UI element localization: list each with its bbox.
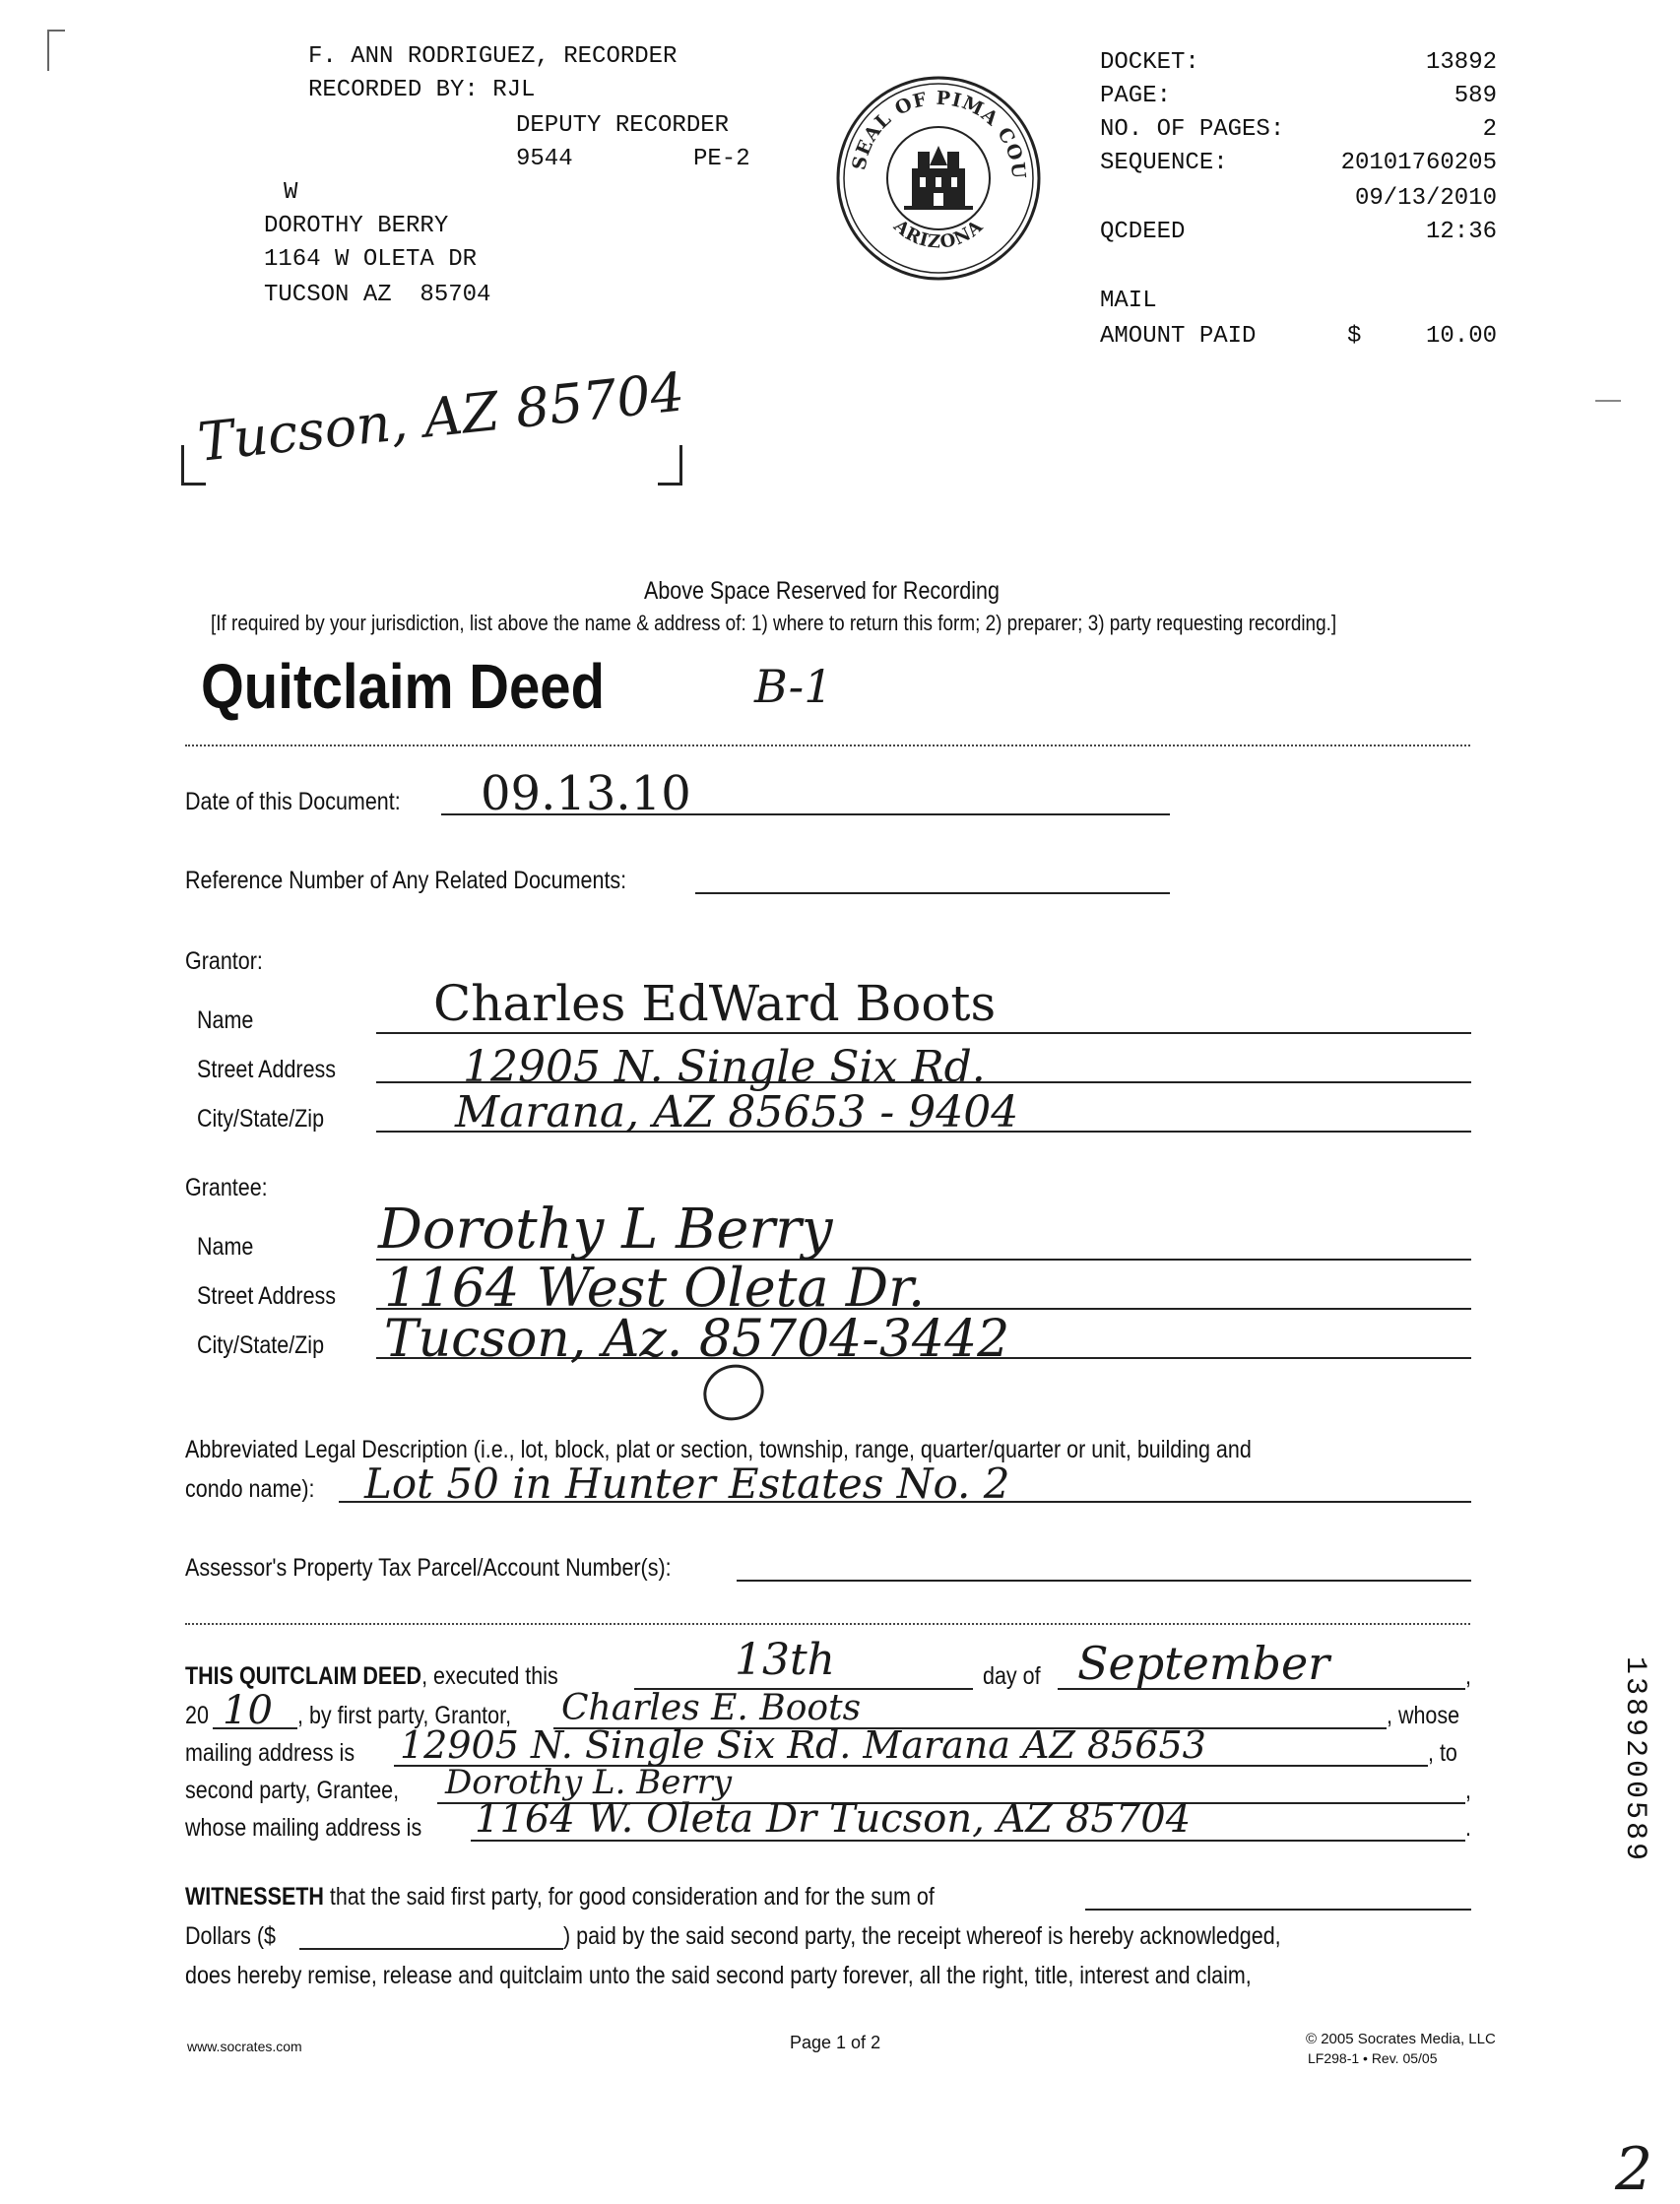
whose-mailing-label: whose mailing address is — [185, 1814, 422, 1842]
witness-text: that the said first party, for good consideration and for the sum of — [323, 1883, 935, 1911]
grantor-name-label: Name — [197, 1006, 254, 1034]
reference-line[interactable] — [695, 892, 1170, 894]
mail-label: MAIL — [1100, 288, 1157, 314]
deed-line-1 — [185, 1662, 558, 1691]
comma-1: , — [1465, 1662, 1471, 1690]
grantor-heading: Grantor: — [185, 947, 263, 975]
footer-website: www.socrates.com — [187, 2039, 302, 2054]
pages-value: 2 — [1482, 116, 1497, 143]
grantee-name-value[interactable]: Dorothy L Berry — [378, 1198, 833, 1262]
recorded-by: RECORDED BY: RJL — [308, 77, 536, 103]
period: . — [1465, 1814, 1471, 1842]
witness-bold: WITNESSETH — [185, 1883, 324, 1911]
footer-copyright: © 2005 Socrates Media, LLC — [1306, 2031, 1496, 2047]
seal-top-text: SEAL OF PIMA COU — [848, 87, 1030, 181]
second-party-label: second party, Grantee, — [185, 1777, 400, 1804]
parcel-label: Assessor's Property Tax Parcel/Account Number(s): — [185, 1554, 672, 1582]
comma-2: , — [1465, 1777, 1471, 1804]
side-stamp: 1389200589 — [1618, 1655, 1651, 1864]
sum-line[interactable] — [1085, 1909, 1471, 1911]
day-value[interactable]: 13th — [735, 1635, 836, 1685]
return-city: TUCSON AZ 85704 — [264, 282, 491, 308]
reserved-title: Above Space Reserved for Recording — [644, 577, 1000, 605]
legal-label-1: Abbreviated Legal Description (i.e., lot, block, plat or section, township, range, quarter/quarter or unit, building and — [185, 1436, 1252, 1463]
year-value[interactable]: 10 — [223, 1688, 273, 1733]
return-street: 1164 W OLETA DR — [264, 246, 478, 273]
grantor-deed-value[interactable]: Charles E. Boots — [561, 1688, 862, 1728]
grantor-address-value[interactable]: 12905 N. Single Six Rd. Marana AZ 85653 — [400, 1723, 1206, 1767]
amount-label: AMOUNT PAID — [1100, 323, 1257, 350]
recorder-code-right: PE-2 — [693, 146, 750, 172]
deputy-recorder: DEPUTY RECORDER — [516, 112, 730, 139]
grantor-city-value[interactable]: Marana, AZ 85653 - 9404 — [455, 1087, 1019, 1137]
page-label: PAGE: — [1100, 83, 1172, 109]
remise-text: does hereby remise, release and quitclaim unto the said second party forever, all the right, title, interest and claim, — [185, 1962, 1252, 1989]
legal-label-2: condo name): — [185, 1475, 315, 1503]
date-label: Date of this Document: — [185, 788, 401, 815]
year-prefix: 20 — [185, 1702, 209, 1729]
grantee-street-value[interactable]: 1164 West Oleta Dr. — [384, 1257, 926, 1319]
title-annotation: B-1 — [754, 660, 833, 713]
grantee-city-label: City/State/Zip — [197, 1331, 325, 1359]
edge-tick — [1595, 400, 1621, 402]
grantor-street-label: Street Address — [197, 1056, 337, 1083]
parcel-line[interactable] — [737, 1580, 1471, 1582]
grantee-name-label: Name — [197, 1233, 254, 1261]
docket-label: DOCKET: — [1100, 49, 1199, 76]
deed-type: QCDEED — [1100, 219, 1186, 245]
amount-value: 10.00 — [1425, 323, 1497, 350]
pima-county-seal — [835, 75, 1042, 282]
recorder-name: F. ANN RODRIGUEZ, RECORDER — [308, 43, 678, 70]
grantee-address-value[interactable]: 1164 W. Oleta Dr Tucson, AZ 85704 — [475, 1796, 1192, 1842]
page-value: 589 — [1454, 83, 1497, 109]
recorder-mark: W — [284, 179, 298, 206]
whose: , whose — [1387, 1702, 1460, 1729]
amount-currency: $ — [1347, 323, 1362, 350]
docket-value: 13892 — [1425, 49, 1497, 76]
to: , to — [1428, 1739, 1457, 1767]
legal-value[interactable]: Lot 50 in Hunter Estates No. 2 — [364, 1459, 1010, 1508]
bracket-left — [181, 445, 206, 486]
reference-label: Reference Number of Any Related Documents: — [185, 867, 627, 894]
reserved-note: [If required by your jurisdiction, list above the name & address of: 1) where to return this form; 2) preparer; 3) party requesting recording.] — [211, 611, 1337, 635]
dollars-label: Dollars ($ — [185, 1922, 277, 1950]
divider-middle — [185, 1623, 1470, 1625]
record-date: 09/13/2010 — [1354, 185, 1497, 212]
corner-bracket — [47, 30, 65, 71]
grantor-city-label: City/State/Zip — [197, 1105, 325, 1133]
grantee-city-value[interactable]: Tucson, Az. 85704-3442 — [384, 1310, 1010, 1369]
pages-label: NO. OF PAGES: — [1100, 116, 1285, 143]
witness-line — [185, 1883, 935, 1912]
record-time: 12:36 — [1425, 219, 1497, 245]
sequence-label: SEQUENCE: — [1100, 150, 1228, 176]
return-name: DOROTHY BERRY — [264, 213, 449, 239]
handwritten-city: Tucson, AZ 85704 — [195, 360, 687, 474]
dollars-line[interactable] — [299, 1948, 563, 1950]
grantee-heading: Grantee: — [185, 1174, 268, 1201]
grantor-street-value[interactable]: 12905 N. Single Six Rd. — [463, 1042, 986, 1092]
bracket-right — [658, 445, 682, 486]
seal-bottom-text: ARIZONA — [889, 216, 988, 253]
recorder-code-left: 9544 — [516, 146, 573, 172]
by-first-party: , by first party, Grantor, — [297, 1702, 512, 1729]
paid-text: ) paid by the said second party, the receipt whereof is hereby acknowledged, — [563, 1922, 1281, 1950]
grantee-deed-value[interactable]: Dorothy L. Berry — [445, 1763, 733, 1802]
month-value[interactable]: September — [1077, 1637, 1330, 1690]
deed-executed: , executed this — [421, 1662, 558, 1690]
mailing-label: mailing address is — [185, 1739, 355, 1767]
grantor-name-line — [376, 1032, 1471, 1034]
footer-page: Page 1 of 2 — [790, 2033, 881, 2052]
deed-intro: THIS QUITCLAIM DEED — [185, 1662, 422, 1690]
grantor-name-value[interactable]: Charles EdWard Boots — [433, 975, 997, 1032]
sequence-value: 20101760205 — [1340, 150, 1497, 176]
grantee-street-label: Street Address — [197, 1282, 337, 1310]
corner-mark: 2 — [1615, 2135, 1653, 2204]
divider-top — [185, 745, 1470, 746]
footer-form-code: LF298-1 • Rev. 05/05 — [1308, 2050, 1438, 2066]
day-of: day of — [983, 1662, 1041, 1690]
date-value[interactable]: 09.13.10 — [481, 766, 691, 821]
svg-text:ARIZONA — [889, 215, 988, 252]
document-title: Quitclaim Deed — [201, 651, 605, 722]
